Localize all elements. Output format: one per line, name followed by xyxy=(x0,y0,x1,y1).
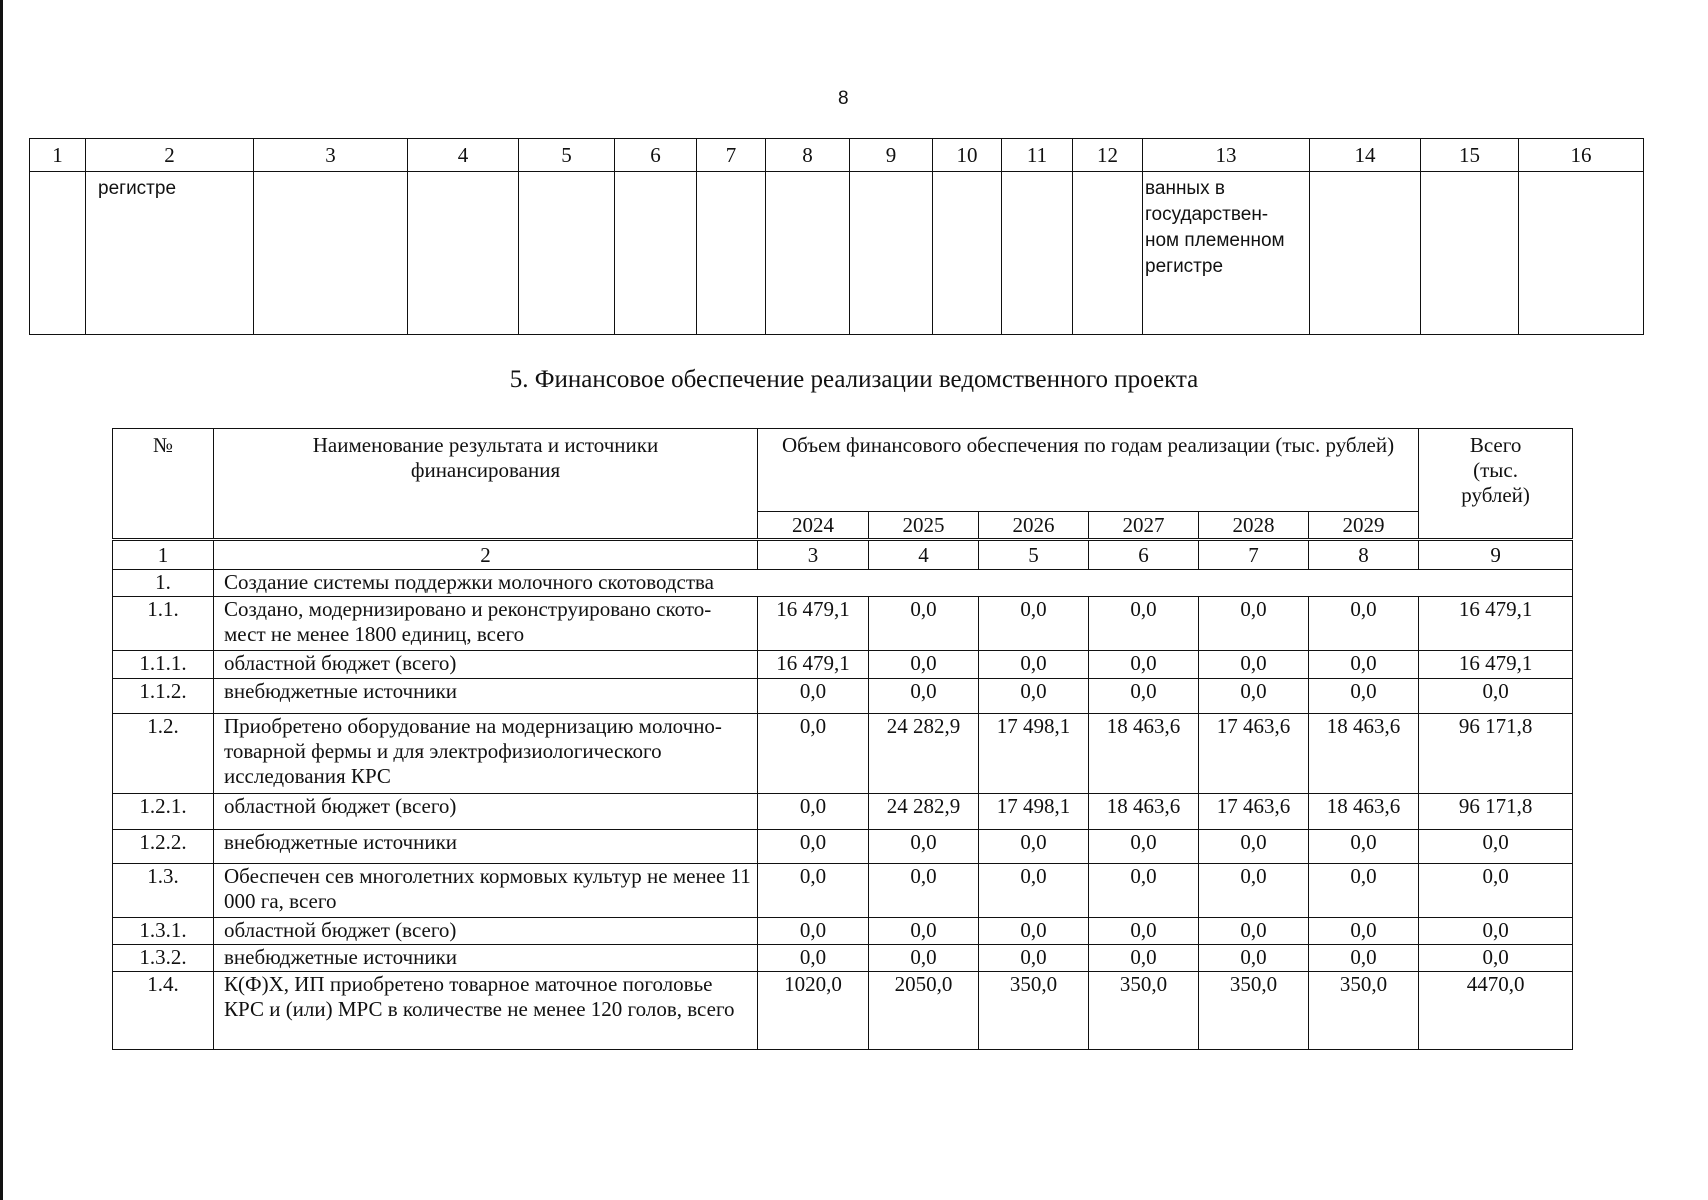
total-value-cell: 0,0 xyxy=(1419,918,1573,945)
year-value-cell: 0,0 xyxy=(758,945,869,972)
row-name: Обеспечен сев многолетних кормовых культур не менее 11 000 га, всего xyxy=(214,864,758,918)
year-value-cell: 0,0 xyxy=(1089,918,1199,945)
year-value-cell: 0,0 xyxy=(1089,830,1199,864)
section-title: 5. Финансовое обеспечение реализации ведомственного проекта xyxy=(509,366,1199,393)
year-value-cell: 0,0 xyxy=(1199,945,1309,972)
year-value-cell: 0,0 xyxy=(1199,918,1309,945)
year-value-cell: 0,0 xyxy=(758,918,869,945)
year-cell: 2024 xyxy=(758,512,869,540)
year-value-cell: 350,0 xyxy=(979,972,1089,1050)
year-value-cell: 18 463,6 xyxy=(1309,714,1419,794)
year-value-cell: 0,0 xyxy=(1199,597,1309,651)
scan-left-edge xyxy=(0,0,3,1200)
row-name: областной бюджет (всего) xyxy=(214,918,758,945)
year-value-cell: 0,0 xyxy=(1089,597,1199,651)
year-value-cell: 17 498,1 xyxy=(979,714,1089,794)
row-number: 1.2. xyxy=(113,714,214,794)
row-number: 1.1.1. xyxy=(113,651,214,679)
table-cell xyxy=(1073,172,1143,335)
continuation-table xyxy=(29,138,1644,335)
table-cell xyxy=(1421,172,1519,335)
year-value-cell: 0,0 xyxy=(1089,864,1199,918)
year-value-cell: 24 282,9 xyxy=(869,714,979,794)
section-name: Создание системы поддержки молочного скотоводства xyxy=(214,570,1573,597)
total-value-cell: 96 171,8 xyxy=(1419,794,1573,830)
table-row xyxy=(113,714,1573,794)
table-cell xyxy=(850,172,933,335)
year-cell: 2025 xyxy=(869,512,979,540)
year-value-cell: 0,0 xyxy=(979,651,1089,679)
year-value-cell: 0,0 xyxy=(758,679,869,714)
table-cell xyxy=(1002,172,1073,335)
year-value-cell: 24 282,9 xyxy=(869,794,979,830)
year-value-cell: 16 479,1 xyxy=(758,597,869,651)
col-number: 13 xyxy=(1143,139,1310,172)
total-value-cell: 0,0 xyxy=(1419,864,1573,918)
table-row xyxy=(113,972,1573,1050)
year-cell: 2027 xyxy=(1089,512,1199,540)
table-cell xyxy=(766,172,850,335)
row-number: 1.1.2. xyxy=(113,679,214,714)
year-value-cell: 0,0 xyxy=(979,597,1089,651)
col-number: 7 xyxy=(697,139,766,172)
row-number: 1.2.1. xyxy=(113,794,214,830)
year-value-cell: 0,0 xyxy=(1199,864,1309,918)
year-value-cell: 17 463,6 xyxy=(1199,794,1309,830)
col-number: 2 xyxy=(86,139,254,172)
col-number: 9 xyxy=(850,139,933,172)
row-number: 1.3.2. xyxy=(113,945,214,972)
year-value-cell: 0,0 xyxy=(979,918,1089,945)
year-value-cell: 0,0 xyxy=(1199,830,1309,864)
year-value-cell: 0,0 xyxy=(1309,830,1419,864)
year-value-cell: 0,0 xyxy=(979,679,1089,714)
row-number: 1.2.2. xyxy=(113,830,214,864)
col-index: 6 xyxy=(1089,540,1199,570)
table-row xyxy=(113,918,1573,945)
year-value-cell: 18 463,6 xyxy=(1089,794,1199,830)
year-value-cell: 0,0 xyxy=(869,597,979,651)
year-value-cell: 0,0 xyxy=(758,830,869,864)
year-value-cell: 0,0 xyxy=(1309,597,1419,651)
table-cell xyxy=(86,172,254,335)
row-number: 1.4. xyxy=(113,972,214,1050)
col-number: 16 xyxy=(1519,139,1644,172)
year-value-cell: 0,0 xyxy=(979,830,1089,864)
year-value-cell: 0,0 xyxy=(758,794,869,830)
row-number: 1.1. xyxy=(113,597,214,651)
year-value-cell: 0,0 xyxy=(758,714,869,794)
row-name: Создано, модернизировано и реконструировано ското-мест не менее 1800 единиц, всего xyxy=(214,597,758,651)
row-name: Приобретено оборудование на модернизацию молочно-товарной фермы и для электрофизиологического исследования КРС xyxy=(214,714,758,794)
table-cell xyxy=(254,172,408,335)
year-value-cell: 350,0 xyxy=(1309,972,1419,1050)
row-name: областной бюджет (всего) xyxy=(214,651,758,679)
table-row xyxy=(113,830,1573,864)
total-value-cell: 4470,0 xyxy=(1419,972,1573,1050)
col-number: 6 xyxy=(615,139,697,172)
column-number-row xyxy=(30,139,1644,172)
year-value-cell: 0,0 xyxy=(1309,918,1419,945)
col-number: 1 xyxy=(30,139,86,172)
year-value-cell: 0,0 xyxy=(869,945,979,972)
financing-table xyxy=(112,428,1573,1050)
table-row xyxy=(113,597,1573,651)
table-cell xyxy=(933,172,1002,335)
year-value-cell: 1020,0 xyxy=(758,972,869,1050)
year-value-cell: 0,0 xyxy=(869,864,979,918)
column-index-row xyxy=(113,540,1573,570)
col-index: 9 xyxy=(1419,540,1573,570)
year-value-cell: 0,0 xyxy=(1309,651,1419,679)
year-value-cell: 0,0 xyxy=(1199,679,1309,714)
year-value-cell: 0,0 xyxy=(1089,651,1199,679)
year-cell: 2029 xyxy=(1309,512,1419,540)
row-name: внебюджетные источники xyxy=(214,679,758,714)
year-value-cell: 0,0 xyxy=(1309,679,1419,714)
continuation-row xyxy=(30,172,1644,335)
text-line: государствен- xyxy=(1145,204,1269,225)
header-total: Всего (тыс. рублей) xyxy=(1419,429,1573,540)
table-row xyxy=(113,679,1573,714)
col-index: 8 xyxy=(1309,540,1419,570)
col-number: 8 xyxy=(766,139,850,172)
year-value-cell: 350,0 xyxy=(1089,972,1199,1050)
header-no: № xyxy=(113,429,214,540)
row-number: 1.3. xyxy=(113,864,214,918)
row-number: 1. xyxy=(113,570,214,597)
row-number: 1.3.1. xyxy=(113,918,214,945)
header-row xyxy=(113,429,1573,512)
year-cell: 2026 xyxy=(979,512,1089,540)
year-value-cell: 0,0 xyxy=(1089,945,1199,972)
cell-text xyxy=(1143,172,1309,280)
year-value-cell: 16 479,1 xyxy=(758,651,869,679)
row-name: К(Ф)Х, ИП приобретено товарное маточное поголовье КРС и (или) МРС в количестве не менее 120 голов, всего xyxy=(214,972,758,1050)
table-cell xyxy=(408,172,519,335)
year-value-cell: 0,0 xyxy=(869,651,979,679)
year-value-cell: 0,0 xyxy=(758,864,869,918)
year-value-cell: 0,0 xyxy=(1309,864,1419,918)
year-value-cell: 0,0 xyxy=(1309,945,1419,972)
section-row xyxy=(113,570,1573,597)
total-value-cell: 96 171,8 xyxy=(1419,714,1573,794)
year-value-cell: 0,0 xyxy=(1199,651,1309,679)
total-value-cell: 16 479,1 xyxy=(1419,651,1573,679)
year-value-cell: 0,0 xyxy=(869,679,979,714)
table-row xyxy=(113,945,1573,972)
row-name: внебюджетные источники xyxy=(214,945,758,972)
row-name: областной бюджет (всего) xyxy=(214,794,758,830)
year-value-cell: 18 463,6 xyxy=(1309,794,1419,830)
text-line: регистре xyxy=(1145,256,1224,277)
year-value-cell: 350,0 xyxy=(1199,972,1309,1050)
total-value-cell: 16 479,1 xyxy=(1419,597,1573,651)
year-cell: 2028 xyxy=(1199,512,1309,540)
col-index: 1 xyxy=(113,540,214,570)
table-cell xyxy=(615,172,697,335)
col-number: 5 xyxy=(519,139,615,172)
table-row xyxy=(113,864,1573,918)
table-cell xyxy=(1310,172,1421,335)
year-value-cell: 0,0 xyxy=(869,830,979,864)
col-number: 4 xyxy=(408,139,519,172)
col-number: 10 xyxy=(933,139,1002,172)
table-cell xyxy=(1519,172,1644,335)
year-value-cell: 18 463,6 xyxy=(1089,714,1199,794)
col-index: 4 xyxy=(869,540,979,570)
table-row xyxy=(113,651,1573,679)
col-number: 12 xyxy=(1073,139,1143,172)
col-number: 15 xyxy=(1421,139,1519,172)
page-number: 8 xyxy=(838,88,849,109)
table-cell xyxy=(519,172,615,335)
year-value-cell: 0,0 xyxy=(869,918,979,945)
text-line: ном племенном xyxy=(1145,230,1285,251)
total-value-cell: 0,0 xyxy=(1419,945,1573,972)
col-number: 14 xyxy=(1310,139,1421,172)
text-line: ванных в xyxy=(1145,178,1225,199)
financing-rows xyxy=(113,597,1573,1050)
table-cell xyxy=(30,172,86,335)
year-value-cell: 0,0 xyxy=(1089,679,1199,714)
year-value-cell: 0,0 xyxy=(979,864,1089,918)
header-name: Наименование результата и источники финансирования xyxy=(214,429,758,540)
col-number: 3 xyxy=(254,139,408,172)
col-index: 3 xyxy=(758,540,869,570)
table-row xyxy=(113,794,1573,830)
total-value-cell: 0,0 xyxy=(1419,830,1573,864)
col-index: 5 xyxy=(979,540,1089,570)
year-value-cell: 0,0 xyxy=(979,945,1089,972)
total-value-cell: 0,0 xyxy=(1419,679,1573,714)
row-name: внебюджетные источники xyxy=(214,830,758,864)
col-index: 7 xyxy=(1199,540,1309,570)
col-index: 2 xyxy=(214,540,758,570)
col-number: 11 xyxy=(1002,139,1073,172)
table-cell xyxy=(1143,172,1310,335)
year-value-cell: 17 498,1 xyxy=(979,794,1089,830)
header-volume: Объем финансового обеспечения по годам реализации (тыс. рублей) xyxy=(758,429,1419,512)
cell-text: регистре xyxy=(98,178,177,199)
table-cell xyxy=(697,172,766,335)
year-value-cell: 17 463,6 xyxy=(1199,714,1309,794)
year-value-cell: 2050,0 xyxy=(869,972,979,1050)
